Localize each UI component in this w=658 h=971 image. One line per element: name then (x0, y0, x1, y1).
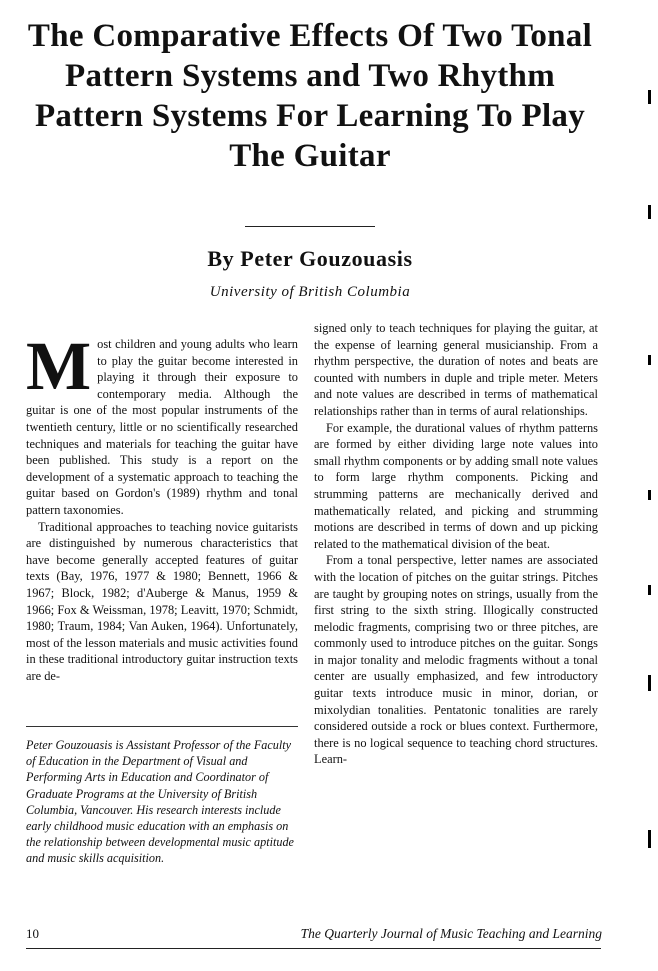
scan-mark (648, 90, 651, 104)
left-column (26, 328, 298, 684)
scan-mark (648, 205, 651, 219)
scan-mark (648, 355, 651, 365)
footnote-rule (26, 726, 298, 727)
bottom-rule (26, 948, 601, 949)
running-footer: The Quarterly Journal of Music Teaching and Learning (300, 926, 602, 941)
affiliation: University of British Columbia (209, 284, 411, 300)
scan-mark (648, 830, 651, 848)
article-title: The Comparative Effects Of Two Tonal Pattern Systems and Two Rhythm Pattern Systems For Learning To Play The Guitar (27, 18, 593, 174)
paragraph: For example, the durational values of rhythm patterns are formed by either dividing large note values into small rhythm components or by adding small note values to form large rhythm components. Picking and strumming patterns are mechanically derived and mathematically related, and picking and strumming motions are described in terms of down and up picking related to the mathematical division of the beat. (314, 420, 598, 551)
paragraph: Traditional approaches to teaching novice guitarists are distinguished by numerous characteristics that have become generally accepted features of guitar texts (Bay, 1976, 1977 & 1980; Bennett, 1966 & 1967; Block, 1982; d'Auberge & Manus, 1959 & 1966; Fox & Weissman, 1978; Leavitt, 1970; Schmidt, 1980; Traum, 1984; Van Auken, 1964). Unfortunately, most of the lesson materials and music activities found in these traditional introductory guitar instruction texts are de- (26, 519, 298, 683)
drop-cap: M (26, 328, 92, 404)
footnote-text: Peter Gouzouasis is Assistant Professor of the Faculty of Education in the Department of Visual and Performing Arts in Education and Coordinator of Graduate Programs at the University of British Columbia, Vancouver. His research interests include early childhood music education with an emphasis on the relationship between developmental music aptitude and music skills acquisition. (26, 738, 294, 866)
scan-mark (648, 675, 651, 691)
paragraph: From a tonal perspective, letter names are associated with the location of pitches on the guitar strings. Pitches are taught by grouping notes on strings, usually from the first string to the sixth string. Illogically constructed melodic fragments, comprising two or three pitches, are commonly used to introduce pitches on the guitar. Songs in major tonality and melodic fragments without a tonal center are usually emphasized, and few introductory guitar texts introduce music in minor, dorian, or mixolydian tonalities. Pentatonic tonalities are rarely considered outside a rock or blues context. Furthermore, there is no logical sequence to teaching chord structures. Learn- (314, 553, 598, 767)
scan-mark (648, 585, 651, 595)
author-footnote (26, 737, 298, 867)
title-rule (245, 226, 375, 227)
page-number: 10 (26, 926, 39, 941)
right-column (314, 320, 598, 768)
scan-mark (648, 490, 651, 500)
byline: By Peter Gouzouasis (207, 246, 413, 271)
paragraph: ost children and young adults who learn to play the guitar become interested in playing it through their exposure to contemporary media. Although the guitar is one of the most popular instruments of the twentieth century, little or no scientifically researched techniques and materials for teaching the guitar have been published. This study is a report on the development of a systematic approach to teaching the guitar based on Gordon's (1989) rhythm and tonal pattern taxonomies. (26, 337, 298, 517)
paragraph: signed only to teach techniques for playing the guitar, at the expense of learning general musicianship. From a rhythm perspective, the duration of notes and beats are counted with numbers in duple and triple meter. Meters and note values are described in terms of mathematical relationships rather than in terms of aural relationships. (314, 321, 598, 418)
